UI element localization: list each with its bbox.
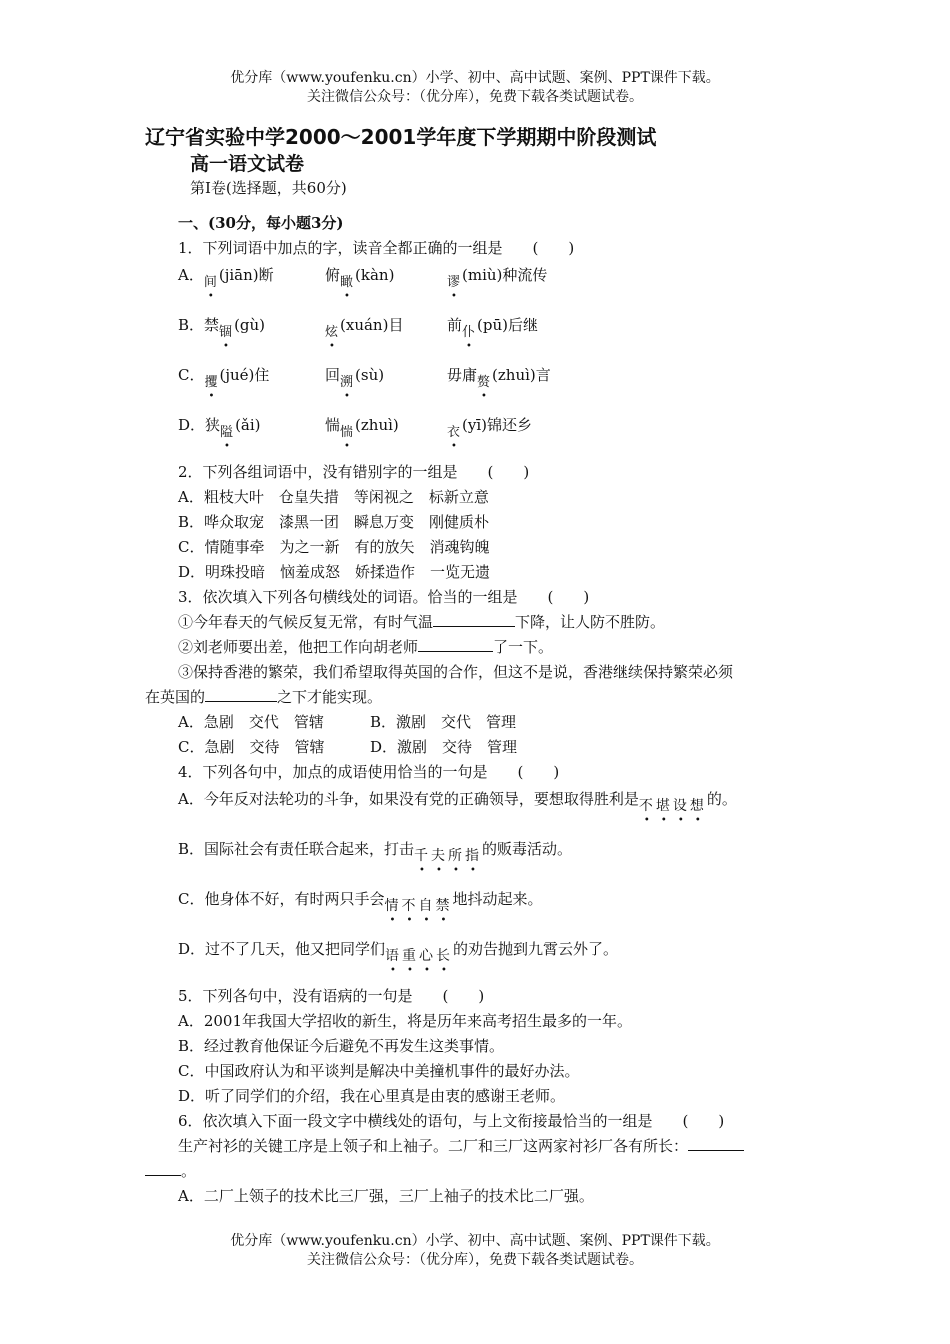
q4-b-pre: B．国际社会有责任联合起来，打击 xyxy=(178,840,415,858)
q1-a-text-1: (jiān)断 xyxy=(218,266,274,284)
q1-a-dotted-char-1: 间 xyxy=(203,275,219,290)
q4-a-idiom-char: 不 xyxy=(638,798,656,814)
q1-b-item-2 xyxy=(325,315,404,340)
q1-d-item-3 xyxy=(447,415,532,440)
q1-d-dotted-char-3: 衣 xyxy=(447,425,463,440)
section-heading: 一、(30分，每小题3分) xyxy=(178,214,344,232)
q3-sentence-3-cont xyxy=(145,687,382,707)
q1-d-dotted-char-1: 隘 xyxy=(220,425,236,440)
q6-para-end: 。 xyxy=(181,1162,197,1180)
q3-sentence-1 xyxy=(178,612,665,632)
q4-c-idiom-char: 禁 xyxy=(435,898,453,914)
q4-a-idiom-char: 堪 xyxy=(655,798,673,814)
q4-c-idiom-char: 自 xyxy=(418,898,436,914)
q4-b-idiom xyxy=(414,846,482,866)
q4-d-idiom-char: 心 xyxy=(419,948,437,964)
q4-b-post: 的贩毒活动。 xyxy=(482,840,573,858)
q3-option-c: C．急剧 交待 管辖 xyxy=(178,738,325,756)
q6-paragraph xyxy=(178,1136,744,1156)
q4-d-idiom xyxy=(385,946,453,966)
q5-option-d: D．听了同学们的介绍，我在心里真是由衷的感谢王老师。 xyxy=(178,1087,566,1105)
q1-a-item-2 xyxy=(325,265,395,290)
q4-a-post: 的。 xyxy=(706,790,737,808)
q4-option-d xyxy=(178,939,619,964)
q2-stem: 2．下列各组词语中，没有错别字的一组是 ( ) xyxy=(178,463,530,481)
q4-a-idiom-char: 设 xyxy=(672,798,690,814)
q1-c-pre-3: 毋庸 xyxy=(447,366,478,384)
q2-option-d: D．明珠投暗 恼羞成怒 娇揉造作 一览无遗 xyxy=(178,563,491,581)
q6-blank-start xyxy=(688,1136,744,1151)
exam-title: 辽宁省实验中学2000～2001学年度下学期期中阶段测试 xyxy=(145,125,657,149)
q6-stem: 6．依次填入下面一段文字中横线处的语句，与上文衔接最恰当的一组是 ( ) xyxy=(178,1112,725,1130)
q4-stem: 4．下列各句中，加点的成语使用恰当的一句是 ( ) xyxy=(178,763,560,781)
q4-b-idiom-char: 指 xyxy=(465,848,483,864)
q4-d-post: 的劝告抛到九霄云外了。 xyxy=(453,940,619,958)
q1-stem: 1．下列词语中加点的字，读音全都正确的一组是 ( ) xyxy=(178,239,575,257)
q1-a-text-3: (miù)种流传 xyxy=(462,266,548,284)
q4-b-idiom-char: 夫 xyxy=(431,848,449,864)
q1-option-c xyxy=(178,365,270,390)
q1-d-text-1: (ǎi) xyxy=(235,416,261,434)
q1-option-b xyxy=(178,315,266,340)
q5-stem: 5．下列各句中，没有语病的一句是 ( ) xyxy=(178,987,485,1005)
q1-a-label: A． xyxy=(178,266,204,284)
q3-s1-text-b: 下降，让人防不胜防。 xyxy=(515,613,666,631)
q4-c-pre: C．他身体不好，有时两只手会 xyxy=(178,890,385,908)
q4-d-pre: D．过不了几天，他又把同学们 xyxy=(178,940,386,958)
q3-s1-blank xyxy=(433,612,515,627)
q4-a-idiom-char: 想 xyxy=(689,798,707,814)
q5-option-b: B．经过教育他保证今后避免不再发生这类事情。 xyxy=(178,1037,505,1055)
header-line-1: 优分库（www.youfenku.cn）小学、初中、高中试题、案例、PPT课件下载。 xyxy=(230,70,720,86)
q4-option-b xyxy=(178,839,573,864)
q1-d-label: D． xyxy=(178,416,206,434)
q1-d-text-3: (yī)锦还乡 xyxy=(462,416,532,434)
q6-blank-end xyxy=(145,1161,181,1176)
q2-option-a: A．粗枝大叶 仓皇失措 等闲视之 标新立意 xyxy=(178,488,489,506)
q3-s3-text-b2: 之下才能实现。 xyxy=(277,688,383,706)
q1-c-dotted-char-2: 溯 xyxy=(340,375,356,390)
q1-b-dotted-char-1: 锢 xyxy=(219,325,235,340)
q1-c-text-3: (zhuì)言 xyxy=(492,366,551,384)
footer-line-2: 关注微信公众号：（优分库），免费下载各类试题试卷。 xyxy=(307,1252,643,1268)
q1-b-pre-3: 前 xyxy=(447,316,463,334)
q1-d-text-2: (zhuì) xyxy=(355,416,399,434)
q4-d-idiom-char: 重 xyxy=(402,948,420,964)
q2-option-b: B．哗众取宠 漆黑一团 瞬息万变 刚健质朴 xyxy=(178,513,490,531)
q1-a-text-2: (kàn) xyxy=(355,266,395,284)
q5-option-a: A．2001年我国大学招收的新生，将是历年来高考招生最多的一年。 xyxy=(178,1012,633,1030)
q1-b-text-2: (xuán)目 xyxy=(340,316,404,334)
volume-label: 第Ⅰ卷(选择题，共60分) xyxy=(190,179,347,197)
q1-c-label: C． xyxy=(178,366,205,384)
q1-b-text-1: (gù) xyxy=(234,316,266,334)
q1-d-pre-1: 狭 xyxy=(205,416,221,434)
q1-b-dotted-char-3: 仆 xyxy=(462,325,478,340)
q1-option-d xyxy=(178,415,261,440)
q1-d-pre-2: 惴 xyxy=(325,416,341,434)
q4-option-c xyxy=(178,889,543,914)
q3-option-a: A．急剧 交代 管辖 xyxy=(178,713,324,731)
q1-c-dotted-char-1: 攫 xyxy=(204,375,220,390)
q1-c-item-2 xyxy=(325,365,385,390)
q4-c-idiom-char: 不 xyxy=(401,898,419,914)
q4-c-idiom xyxy=(384,896,452,916)
q3-sentence-3: ③保持香港的繁荣，我们希望取得英国的合作，但这不是说，香港继续保持繁荣必须 xyxy=(178,663,734,681)
q1-c-dotted-char-3: 赘 xyxy=(477,375,493,390)
q3-s2-text-b: 了一下。 xyxy=(493,638,554,656)
q4-a-idiom xyxy=(639,796,707,816)
q4-c-post: 地抖动起来。 xyxy=(452,890,543,908)
q3-s2-text-a: ②刘老师要出差，他把工作向胡老师 xyxy=(178,638,419,656)
footer-line-1: 优分库（www.youfenku.cn）小学、初中、高中试题、案例、PPT课件下载。 xyxy=(230,1233,720,1249)
exam-subtitle: 高一语文试卷 xyxy=(190,153,305,175)
q1-c-item-3 xyxy=(447,365,551,390)
q1-b-label: B． xyxy=(178,316,205,334)
q1-a-dotted-char-3: 谬 xyxy=(447,275,463,290)
q1-a-pre-2: 俯 xyxy=(325,266,341,284)
q4-d-idiom-char: 长 xyxy=(436,948,454,964)
q1-c-text-2: (sù) xyxy=(355,366,385,384)
q1-option-a xyxy=(178,265,274,290)
q6-option-a: A．二厂上领子的技术比三厂强，三厂上袖子的技术比二厂强。 xyxy=(178,1187,594,1205)
q1-d-dotted-char-2: 惴 xyxy=(340,425,356,440)
q3-s3-text-b1: 在英国的 xyxy=(145,688,206,706)
q6-paragraph-cont xyxy=(145,1161,196,1181)
q1-b-dotted-char-2: 炫 xyxy=(325,325,341,340)
q1-b-text-3: (pū)后继 xyxy=(477,316,538,334)
q2-option-c: C．情随事牵 为之一新 有的放矢 消魂钩魄 xyxy=(178,538,490,556)
q1-d-item-2 xyxy=(325,415,399,440)
q3-s2-blank xyxy=(418,637,493,652)
q3-sentence-2 xyxy=(178,637,553,657)
q3-s1-text-a: ①今年春天的气候反复无常，有时气温 xyxy=(178,613,434,631)
q4-b-idiom-char: 所 xyxy=(448,848,466,864)
q1-b-pre-1: 禁 xyxy=(204,316,220,334)
q3-option-d: D．激剧 交待 管理 xyxy=(370,738,518,756)
q4-b-idiom-char: 千 xyxy=(414,848,432,864)
q6-para-text: 生产衬衫的关键工序是上领子和上袖子。二厂和三厂这两家衬衫厂各有所长： xyxy=(178,1137,689,1155)
q4-d-idiom-char: 语 xyxy=(385,948,403,964)
header-line-2: 关注微信公众号：（优分库），免费下载各类试题试卷。 xyxy=(307,89,643,105)
q3-s3-blank xyxy=(205,687,277,702)
q1-a-dotted-char-2: 瞰 xyxy=(340,275,356,290)
q4-c-idiom-char: 情 xyxy=(384,898,402,914)
q3-option-b: B．激剧 交代 管理 xyxy=(370,713,517,731)
q1-c-text-1: (jué)住 xyxy=(219,366,270,384)
q4-option-a xyxy=(178,789,737,814)
q1-c-pre-2: 回 xyxy=(325,366,341,384)
q5-option-c: C．中国政府认为和平谈判是解决中美撞机事件的最好办法。 xyxy=(178,1062,580,1080)
q4-a-pre: A．今年反对法轮功的斗争，如果没有党的正确领导，要想取得胜利是 xyxy=(178,790,639,808)
q1-a-item-3 xyxy=(447,265,548,290)
q3-stem: 3．依次填入下列各句横线处的词语。恰当的一组是 ( ) xyxy=(178,588,590,606)
q1-b-item-3 xyxy=(447,315,538,340)
